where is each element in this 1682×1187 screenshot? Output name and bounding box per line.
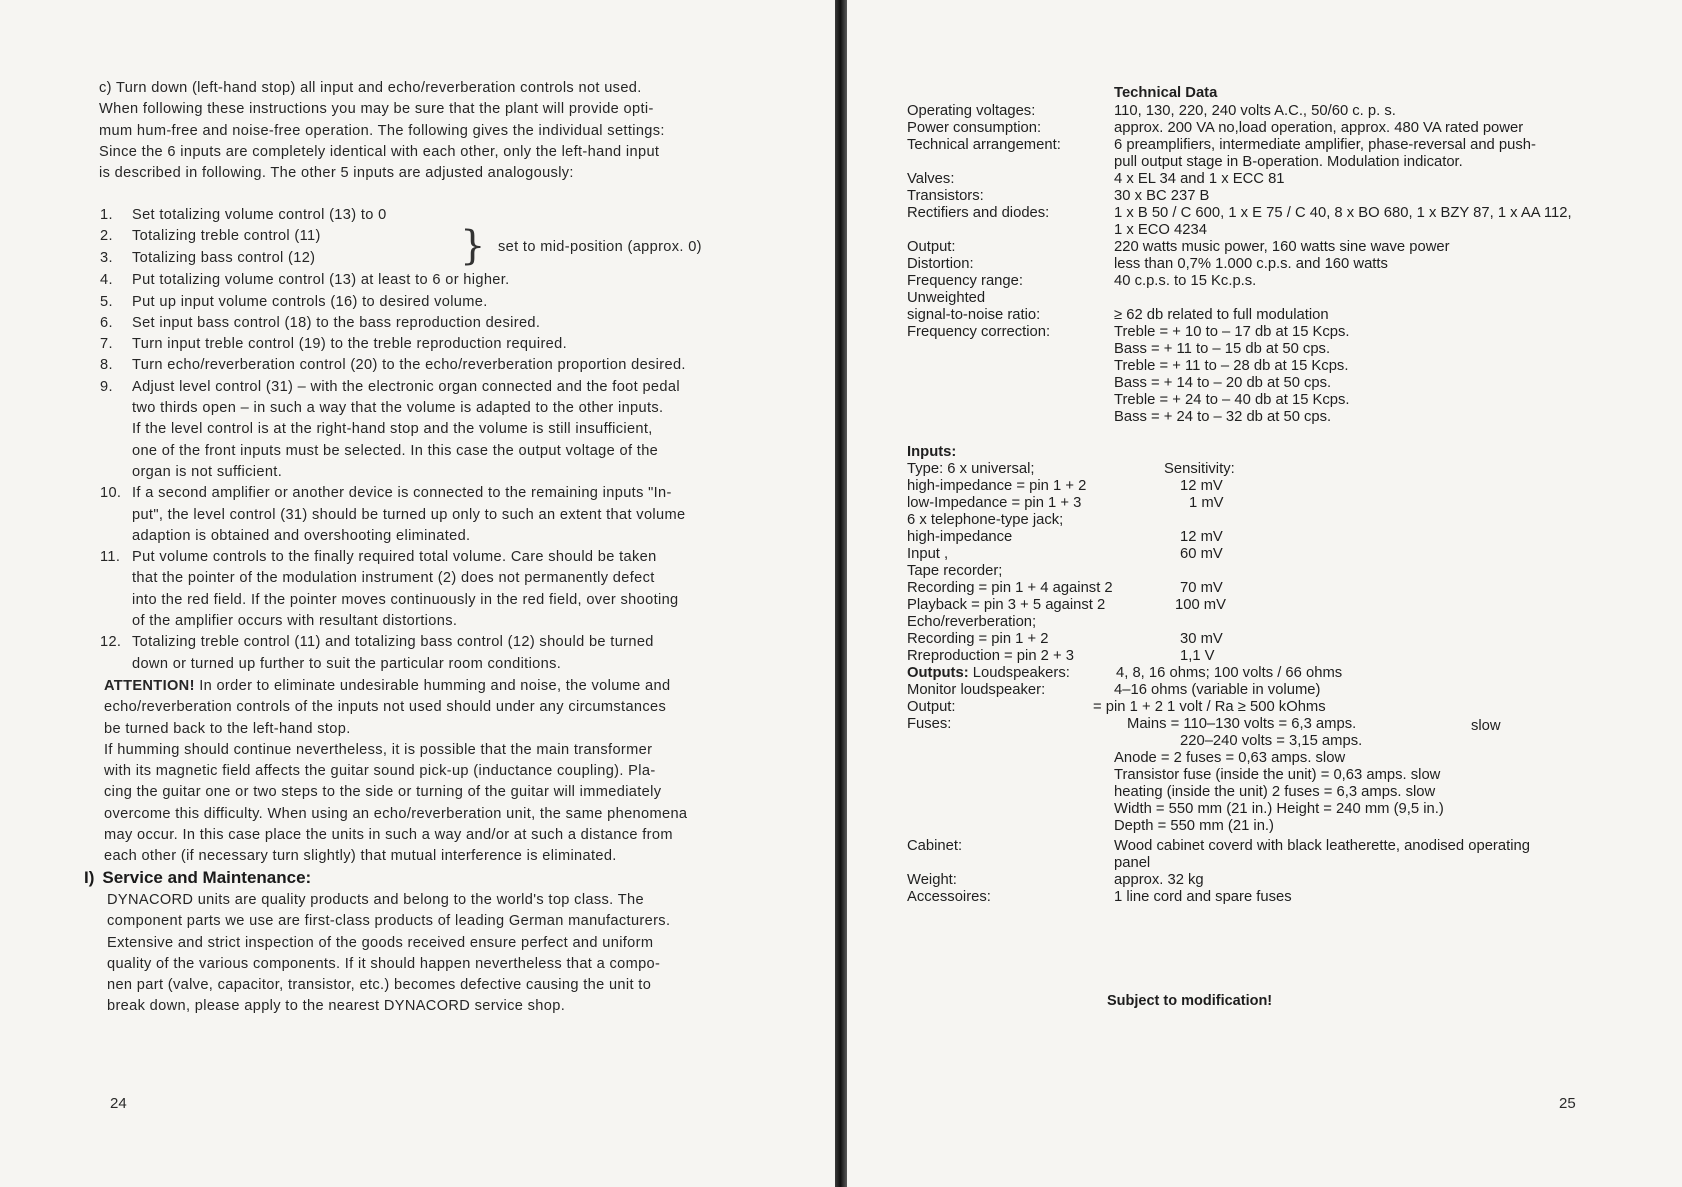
cabinet-line: panel — [1114, 855, 1151, 871]
outputs-row — [907, 665, 1070, 682]
attention-line: with its magnetic field affects the guitar sound pick-up (inductance coupling). Pla- — [104, 763, 656, 780]
brace-group — [100, 223, 770, 270]
spec-label: signal-to-noise ratio: — [907, 307, 1041, 323]
list-item-line: If the level control is at the right-hand stop and the volume is still insufficient, — [132, 421, 653, 438]
input-name: Recording = pin 1 + 2 — [907, 631, 1049, 647]
intro-line: c) Turn down (left-hand stop) all input and echo/reverberation controls not used. — [99, 80, 642, 96]
list-item — [100, 334, 770, 355]
list-item-line: If a second amplifier or another device is connected to the remaining inputs "In- — [132, 485, 672, 502]
spec-label: Rectifiers and diodes: — [907, 205, 1050, 221]
list-item — [100, 377, 770, 483]
list-item-text: Totalizing treble control (11) — [132, 228, 321, 245]
section-title: Service and Maintenance: — [102, 868, 312, 887]
list-item-text: Totalizing bass control (12) — [132, 250, 316, 267]
spec-value: 110, 130, 220, 240 volts A.C., 50/60 c. p. s. — [1114, 103, 1396, 119]
attention-line: cing the guitar one or two steps to the side or turning of the guitar will immediately — [104, 784, 662, 801]
inputs-type: Type: 6 x universal; — [907, 461, 1035, 477]
list-item-number: 10. — [100, 485, 122, 502]
spec-label: Frequency correction: — [907, 324, 1051, 340]
list-item — [100, 205, 770, 226]
spec-value: 30 x BC 237 B — [1114, 188, 1210, 204]
attention-line: be turned back to the left-hand stop. — [104, 720, 351, 737]
monitor-label: Monitor loudspeaker: — [907, 682, 1046, 698]
list-item-line: two thirds open – in such a way that the volume is adapted to the other inputs. — [132, 400, 664, 417]
list-item-line: Put totalizing volume control (13) at least to 6 or higher. — [132, 272, 510, 289]
list-item — [100, 632, 770, 675]
input-name: Playback = pin 3 + 5 against 2 — [907, 597, 1106, 613]
list-item-number: 11. — [100, 549, 121, 566]
fuses-label: Fuses: — [907, 716, 952, 732]
service-line: DYNACORD units are quality products and belong to the world's top class. The — [107, 892, 644, 908]
input-name: 6 x telephone-type jack; — [907, 512, 1064, 528]
input-sensitivity: 12 mV — [1180, 529, 1223, 545]
attention-text: In order to eliminate undesirable humming and noise, the volume and — [199, 678, 671, 694]
book-spine — [835, 0, 847, 1187]
fuses-line: 220–240 volts = 3,15 amps. — [1180, 733, 1363, 749]
list-item-number: 1. — [100, 207, 113, 223]
list-item — [100, 483, 770, 547]
page-number-left: 24 — [110, 1095, 127, 1112]
spec-value: 220 watts music power, 160 watts sine wave power — [1114, 239, 1450, 255]
loudspeakers-value: 4, 8, 16 ohms; 100 volts / 66 ohms — [1116, 665, 1343, 681]
correction-value: Bass = + 14 to – 20 db at 50 cps. — [1114, 375, 1332, 391]
fuses-line: heating (inside the unit) 2 fuses = 6,3 amps. slow — [1114, 784, 1436, 800]
list-item-number: 3. — [100, 250, 113, 267]
attention-label: ATTENTION! — [104, 678, 195, 694]
monitor-value: 4–16 ohms (variable in volume) — [1114, 682, 1321, 698]
attention-line: may occur. In this case place the units in such a way and/or at such a distance from — [104, 827, 673, 844]
input-name: low-Impedance = pin 1 + 3 — [907, 495, 1082, 511]
weight-label: Weight: — [907, 872, 957, 888]
spec-value: 1 x ECO 4234 — [1114, 222, 1207, 238]
sensitivity-header: Sensitivity: — [1164, 461, 1235, 477]
attention-first-line — [104, 676, 770, 697]
list-item — [100, 270, 770, 291]
intro-line: Since the 6 inputs are completely identical with each other, only the left-hand input — [99, 143, 660, 160]
list-item-line: down or turned up further to suit the particular room conditions. — [132, 655, 562, 672]
fuses-line: Mains = 110–130 volts = 6,3 amps. — [1127, 716, 1357, 732]
list-item-line: Put up input volume controls (16) to desired volume. — [132, 293, 488, 310]
input-name: Recording = pin 1 + 4 against 2 — [907, 580, 1113, 596]
brace-note: set to mid-position (approx. 0) — [498, 239, 702, 256]
list-item-number: 6. — [100, 314, 113, 331]
input-sensitivity: 30 mV — [1180, 631, 1223, 647]
spec-value: 6 preamplifiers, intermediate amplifier, phase-reversal and push- — [1114, 137, 1536, 153]
list-item-number: 7. — [100, 336, 113, 353]
list-item-line: of the amplifier occurs with resultant distortions. — [132, 613, 458, 630]
inputs-heading: Inputs: — [907, 444, 957, 460]
service-line: Extensive and strict inspection of the goods received ensure perfect and uniform — [107, 934, 654, 951]
input-name: Echo/reverberation; — [907, 614, 1037, 630]
list-item-line: organ is not sufficient. — [132, 463, 283, 480]
fuses-line: Transistor fuse (inside the unit) = 0,63 amps. slow — [1114, 767, 1441, 783]
list-item-line: Put volume controls to the finally required total volume. Care should be taken — [132, 549, 657, 566]
spec-value: ≥ 62 db related to full modulation — [1114, 307, 1329, 323]
list-item-number: 2. — [100, 228, 113, 245]
right-brace-glyph: } — [460, 223, 486, 270]
intro-line: is described in following. The other 5 inputs are adjusted analogously: — [99, 165, 574, 182]
loudspeakers-label: Loudspeakers: — [972, 665, 1070, 681]
service-line: nen part (valve, capacitor, transistor, etc.) becomes defective causing the unit to — [107, 977, 652, 994]
list-item-line: Adjust level control (31) – with the electronic organ connected and the foot pedal — [132, 378, 680, 395]
list-item-number: 12. — [100, 634, 122, 651]
list-item-number: 5. — [100, 293, 113, 310]
list-item-line: Turn echo/reverberation control (20) to the echo/reverberation proportion desired. — [132, 357, 686, 374]
spec-label: Power consumption: — [907, 120, 1042, 136]
spec-label: Transistors: — [907, 188, 984, 204]
page-number-right: 25 — [1559, 1095, 1576, 1112]
list-item-number: 9. — [100, 378, 113, 395]
spec-label: Valves: — [907, 171, 955, 187]
intro-line: mum hum-free and noise-free operation. The following gives the individual settings: — [99, 122, 665, 139]
attention-line: overcome this difficulty. When using an echo/reverberation unit, the same phenomena — [104, 805, 688, 822]
attention-line: echo/reverberation controls of the inputs not used should under any circumstances — [104, 699, 667, 716]
list-item-line: that the pointer of the modulation instrument (2) does not permanently defect — [132, 570, 655, 587]
list-item-number: 8. — [100, 357, 113, 374]
fuses-line: Depth = 550 mm (21 in.) — [1114, 818, 1274, 834]
attention-line: each other (if necessary turn slightly) that mutual interference is eliminated. — [104, 848, 617, 865]
spec-value: less than 0,7% 1.000 c.p.s. and 160 watts — [1114, 256, 1388, 272]
output-label: Output: — [907, 699, 956, 715]
list-item-line: put", the level control (31) should be turned up only to such an extent that volume — [132, 506, 686, 523]
correction-value: Treble = + 24 to – 40 db at 15 Kcps. — [1114, 392, 1350, 408]
list-item-line: Turn input treble control (19) to the treble reproduction required. — [132, 336, 568, 353]
spec-value: Treble = + 10 to – 17 db at 15 Kcps. — [1114, 324, 1350, 340]
list-item — [100, 355, 770, 376]
spec-label: Technical arrangement: — [907, 137, 1061, 153]
input-name: Input , — [907, 546, 949, 562]
input-name: high-impedance — [907, 529, 1013, 545]
input-name: Rreproduction = pin 2 + 3 — [907, 648, 1074, 664]
list-item — [100, 313, 770, 334]
outputs-label: Outputs: — [907, 665, 969, 681]
input-sensitivity: 100 mV — [1175, 597, 1226, 613]
intro-paragraph — [99, 78, 769, 184]
list-item-number: 4. — [100, 272, 113, 289]
spec-value: 40 c.p.s. to 15 Kc.p.s. — [1114, 273, 1257, 289]
cabinet-line: Wood cabinet coverd with black leatherette, anodised operating — [1114, 838, 1530, 854]
fuses-line: Anode = 2 fuses = 0,63 amps. slow — [1114, 750, 1346, 766]
spec-label: Output: — [907, 239, 956, 255]
list-item-line: Set input bass control (18) to the bass reproduction desired. — [132, 314, 541, 331]
spec-value: 4 x EL 34 and 1 x ECC 81 — [1114, 171, 1285, 187]
weight-value: approx. 32 kg — [1114, 872, 1204, 888]
list-item-line: one of the front inputs must be selected. In this case the output voltage of the — [132, 442, 659, 459]
service-line: break down, please apply to the nearest DYNACORD service shop. — [107, 998, 566, 1015]
input-name: Tape recorder; — [907, 563, 1003, 579]
fuses-slow-note: slow — [1471, 718, 1501, 734]
correction-value: Bass = + 11 to – 15 db at 50 cps. — [1114, 341, 1331, 357]
intro-line: When following these instructions you may be sure that the plant will provide opti- — [99, 101, 654, 118]
spec-label: Distortion: — [907, 256, 974, 272]
service-heading — [84, 868, 311, 888]
accessories-value: 1 line cord and spare fuses — [1114, 889, 1292, 905]
list-item — [100, 547, 770, 632]
service-line: component parts we use are first-class products of leading German manufacturers. — [107, 913, 671, 930]
list-item-line: Totalizing treble control (11) and totalizing bass control (12) should be turned — [132, 634, 654, 651]
input-sensitivity: 60 mV — [1180, 546, 1223, 562]
spec-value: 1 x B 50 / C 600, 1 x E 75 / C 40, 8 x BO 680, 1 x BZY 87, 1 x AA 112, — [1114, 205, 1572, 221]
spec-value: pull output stage in B-operation. Modulation indicator. — [1114, 154, 1463, 170]
input-sensitivity: 12 mV — [1180, 478, 1223, 494]
attention-paragraph — [104, 676, 770, 868]
spec-label: Operating voltages: — [907, 103, 1036, 119]
correction-value: Treble = + 11 to – 28 db at 15 Kcps. — [1114, 358, 1349, 374]
input-name: high-impedance = pin 1 + 2 — [907, 478, 1087, 494]
left-page — [0, 0, 835, 1187]
spec-value: approx. 200 VA no,load operation, approx. 480 VA rated power — [1114, 120, 1524, 136]
list-item-line: into the red field. If the pointer moves continuously in the red field, over shooting — [132, 591, 679, 608]
accessories-label: Accessoires: — [907, 889, 991, 905]
subject-to-modification-note: Subject to modification! — [1107, 993, 1273, 1009]
fuses-line: Width = 550 mm (21 in.) Height = 240 mm (9,5 in.) — [1114, 801, 1444, 817]
technical-data-heading: Technical Data — [1114, 85, 1218, 101]
correction-value: Bass = + 24 to – 32 db at 50 cps. — [1114, 409, 1332, 425]
service-line: quality of the various components. If it should happen nevertheless that a compo- — [107, 955, 661, 972]
list-item — [100, 292, 770, 313]
section-label: I) — [84, 868, 95, 887]
spec-label: Frequency range: — [907, 273, 1023, 289]
attention-line: If humming should continue nevertheless, it is possible that the main transformer — [104, 741, 653, 758]
list-item-line: adaption is obtained and overshooting eliminated. — [132, 527, 471, 544]
input-sensitivity: 1 mV — [1189, 495, 1224, 511]
output-value: = pin 1 + 2 1 volt / Ra ≥ 500 kOhms — [1093, 699, 1326, 715]
input-sensitivity: 1,1 V — [1180, 648, 1215, 664]
list-item-text: Set totalizing volume control (13) to 0 — [132, 207, 387, 223]
input-sensitivity: 70 mV — [1180, 580, 1223, 596]
cabinet-label: Cabinet: — [907, 838, 963, 854]
settings-list — [100, 205, 770, 675]
service-paragraph — [107, 890, 769, 1018]
spec-label: Unweighted — [907, 290, 986, 306]
